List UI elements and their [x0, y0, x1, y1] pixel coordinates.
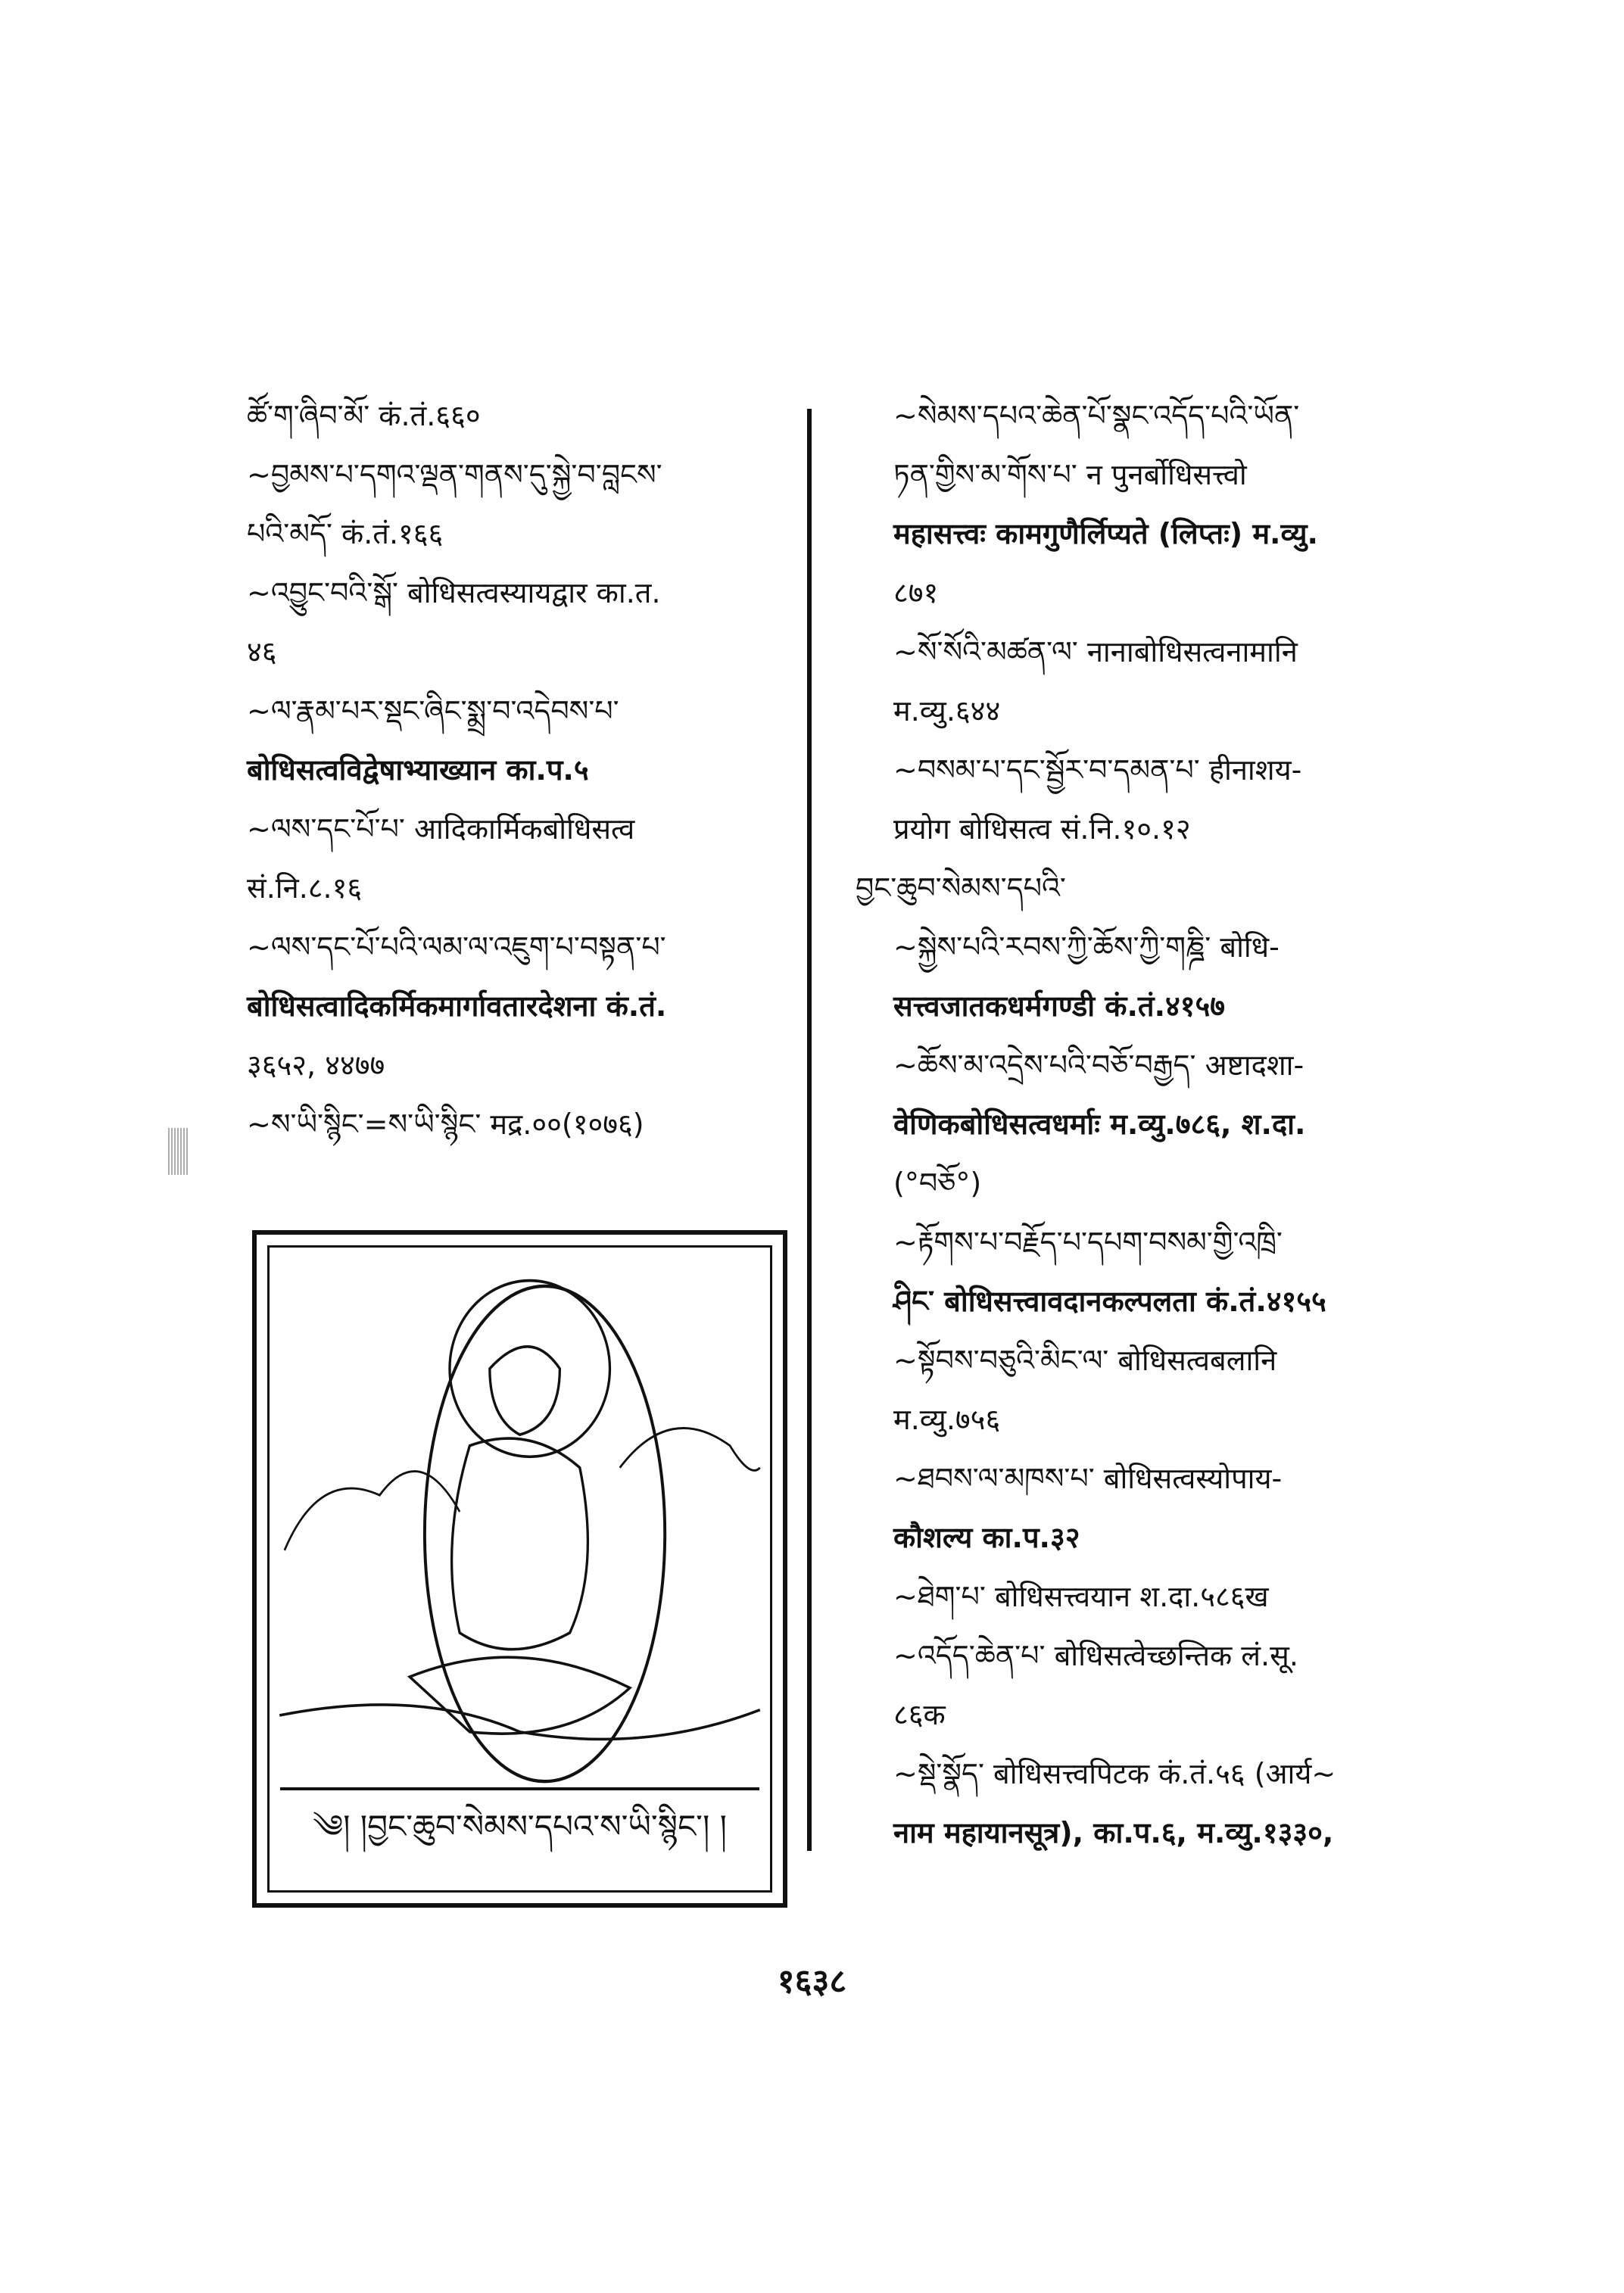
entry-line: सत्त्वजातकधर्मगण्डी कं.तं.४१५७: [893, 989, 1226, 1023]
entry-line: ८६क: [893, 1698, 946, 1731]
margin-scan-mark: [168, 1128, 188, 1175]
entry-line: सं.नि.८.१६: [247, 871, 363, 905]
entry-line: म.व्यु.७५६: [893, 1403, 1001, 1436]
entry-line: ཚོ་ག་ཞིབ་མོ་ कं.तं.६६०: [247, 399, 481, 432]
entry-line: बोधिसत्वविद्वेषाभ्याख्यान का.प.५: [247, 753, 589, 787]
entry-line: ~ལས་དང་པོ་པ་ आदिकार्मिकबोधिसत्व: [247, 812, 635, 846]
right-column: [856, 386, 1431, 1862]
headword: བྱང་ཆུབ་སེམས་དཔའི་: [856, 871, 1066, 905]
entry-line: म.व्यु.६४४: [893, 694, 1001, 727]
entry-line: ~འབྱུང་བའི་སྒོ་ बोधिसत्वस्यायद्वार का.त.: [247, 576, 661, 609]
entry-line: ~རྟོགས་པ་བརྗོད་པ་དཔག་བསམ་གྱི་འཁྲི་: [893, 1226, 1283, 1259]
entry-line: ~ཐབས་ལ་མཁས་པ་ बोधिसत्वस्योपाय-: [893, 1462, 1283, 1495]
entry-line: ~བསམ་པ་དང་སྦྱོར་བ་དམན་པ་ हीनाशय-: [893, 753, 1302, 787]
entry-line: (°བཅོ°): [893, 1167, 982, 1200]
entry-line: ~སོ་སོའི་མཚན་ལ་ नानाबोधिसत्वनामानि: [893, 635, 1298, 668]
entry-line: ཏན་གྱིས་མ་གོས་པ་ न पुनर्बोधिसत्त्वो: [893, 458, 1247, 491]
entry-line: ८७१: [893, 576, 939, 609]
entry-line: ~སྐྱེས་པའི་རབས་ཀྱི་ཆོས་ཀྱི་གཎྜི་ बोधि-: [893, 930, 1280, 964]
entry-line: ~ས་ཡི་སྙིང་=ས་ཡི་སྙིང་ मद्र.००(१०७६): [247, 1108, 644, 1141]
page-number: १६३८: [777, 1962, 847, 2001]
bodhisattva-drawing: [270, 1248, 770, 1798]
entry-line: ~འདོད་ཆེན་པ་ बोधिसत्वेच्छन्तिक लं.सू.: [893, 1639, 1298, 1672]
entry-line: ~སྡེ་སྣོད་ बोधिसत्त्वपिटक कं.तं.५६ (आर्य~: [893, 1757, 1336, 1790]
entry-line: ~བྱམས་པ་དགའ་ལྡན་གནས་དུ་སྐྱེ་བ་བླངས་: [247, 458, 662, 491]
entry-line: ३६५२, ४४७७: [247, 1048, 385, 1082]
entry-line: པའི་མདོ་ कं.तं.१६६: [247, 517, 444, 550]
entry-line: ~སེམས་དཔའ་ཆེན་པོ་སྣང་འདོད་པའི་ཡོན་: [893, 399, 1300, 432]
entry-line: ~ཐེག་པ་ बोधिसत्त्वयान श.दा.५८६ख: [893, 1580, 1269, 1613]
entry-line: बोधिसत्वादिकर्मिकमार्गावतारदेशना कं.तं.: [247, 989, 667, 1023]
bodhisattva-illustration: [252, 1230, 787, 1908]
entry-line: ~ལས་དང་པོ་པའི་ལམ་ལ་འཇུག་པ་བསྟན་པ་: [247, 930, 666, 964]
entry-line: कौशल्य का.प.३२: [893, 1521, 1080, 1554]
illustration-frame: [267, 1245, 772, 1893]
column-divider: [807, 409, 812, 1851]
entry-line: नाम महायानसूत्र), का.प.६, म.व्यु.१३३०,: [893, 1816, 1334, 1849]
entry-line: ~ལ་རྣམ་པར་སྡང་ཞིང་སྨྲ་བ་འདེབས་པ་: [247, 694, 619, 727]
entry-line: ४६: [247, 635, 277, 668]
illustration-caption: ༄། །བྱང་ཆུབ་སེམས་དཔའ་ས་ཡི་སྙིང་། །: [280, 1787, 759, 1880]
entry-line: महासत्त्वः कामगुणैर्लिप्यते (लिप्तः) म.व्यु.: [893, 517, 1318, 550]
entry-line: ཤིང་ बोधिसत्त्वावदानकल्पलता कं.तं.४१५५: [893, 1285, 1326, 1318]
left-column: [247, 386, 792, 1154]
entry-line: ~ཆོས་མ་འདྲེས་པའི་བཅོ་བརྒྱད་ अष्टादशा-: [893, 1048, 1304, 1082]
entry-line: ~སྟོབས་བཅུའི་མིང་ལ་ बोधिसत्वबलानि: [893, 1344, 1277, 1377]
entry-line: वेणिकबोधिसत्वधर्माः म.व्यु.७८६, श.दा.: [893, 1108, 1306, 1141]
entry-line: प्रयोग बोधिसत्व सं.नि.१०.१२: [893, 812, 1191, 846]
